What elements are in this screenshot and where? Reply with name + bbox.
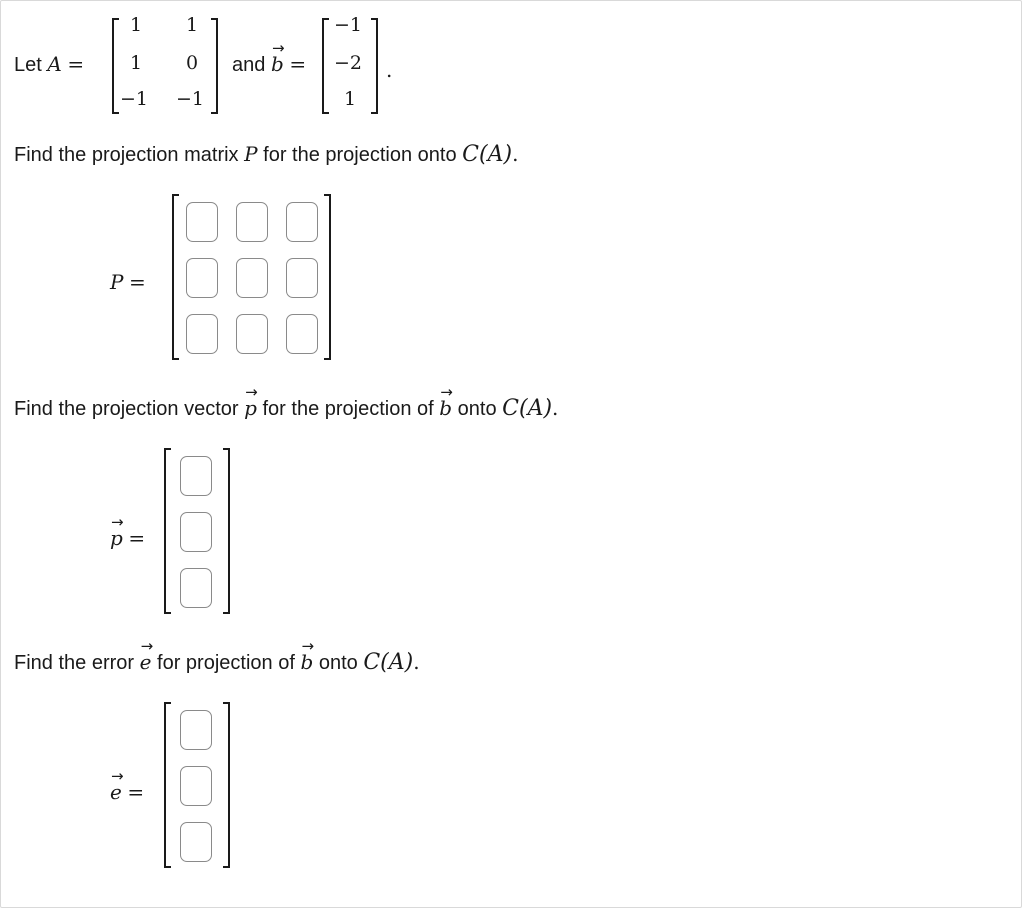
q2-vector-b: b → (439, 396, 452, 420)
p-matrix-input-r2c3[interactable] (286, 258, 318, 298)
q3-column-space: C(A) (363, 650, 414, 675)
q3-prompt-text-2: for projection of (157, 652, 295, 674)
q1-answer-label (110, 270, 146, 295)
matrix-a-cell: 1 (129, 52, 143, 74)
p-matrix-input-r1c3[interactable] (286, 202, 318, 242)
q2-prompt-text-2: for the projection of (262, 398, 434, 420)
q3-var: e → (140, 650, 152, 674)
q3-period: . (413, 650, 420, 674)
matrix-a-cell: 0 (185, 52, 199, 74)
q3-label: e → (110, 780, 122, 804)
q1-prompt-text-2: for the projection onto (263, 144, 457, 166)
e-vector-input-3[interactable] (180, 822, 212, 862)
q2-answer-label (110, 526, 145, 551)
equals-sign: = (67, 52, 85, 76)
e-vector-left-bracket (164, 702, 171, 868)
vector-b-right-bracket (371, 18, 378, 114)
and-label: and (232, 54, 266, 76)
matrix-a-right-bracket (211, 18, 218, 114)
p-matrix-input-r3c1[interactable] (186, 314, 218, 354)
q2-period: . (552, 396, 559, 420)
equals-sign: = (289, 52, 307, 76)
given-statement (14, 52, 84, 77)
p-matrix-right-bracket (324, 194, 331, 360)
matrix-a-cell: 1 (129, 14, 143, 36)
vector-b-symbol: b → (271, 52, 284, 76)
period: . (386, 58, 393, 82)
q2-label: p → (110, 526, 123, 550)
matrix-a-cell: −1 (175, 88, 204, 110)
matrix-a-symbol: A (47, 52, 62, 76)
vector-b-cell: −2 (333, 52, 362, 74)
p-vector-input-2[interactable] (180, 512, 212, 552)
q1-var: P (244, 142, 258, 166)
p-vector-input-1[interactable] (180, 456, 212, 496)
e-vector-input-1[interactable] (180, 710, 212, 750)
e-vector-input-2[interactable] (180, 766, 212, 806)
equals-sign: = (128, 526, 146, 550)
q1-prompt-text: Find the projection matrix (14, 144, 239, 166)
vector-b-cell: −1 (333, 14, 362, 36)
vector-b-cell: 1 (343, 88, 357, 110)
q3-prompt-text-3: onto (318, 652, 358, 674)
p-matrix-input-r1c1[interactable] (186, 202, 218, 242)
e-vector-right-bracket (223, 702, 230, 868)
q1-label: P (110, 270, 124, 294)
p-matrix-input-r2c2[interactable] (236, 258, 268, 298)
equals-sign: = (127, 780, 145, 804)
matrix-a-cell: 1 (185, 14, 199, 36)
q2-prompt (14, 396, 558, 421)
p-matrix-input-r1c2[interactable] (236, 202, 268, 242)
p-matrix-input-r2c1[interactable] (186, 258, 218, 298)
matrix-a-cell: −1 (119, 88, 148, 110)
q3-prompt-text: Find the error (14, 652, 135, 674)
p-vector-input-3[interactable] (180, 568, 212, 608)
q2-prompt-text: Find the projection vector (14, 398, 239, 420)
q2-prompt-text-3: onto (457, 398, 497, 420)
p-matrix-input-r3c3[interactable] (286, 314, 318, 354)
q3-answer-label (110, 780, 144, 805)
let-label: Let (14, 54, 42, 76)
and-vector-b (232, 52, 306, 77)
p-matrix-input-r3c2[interactable] (236, 314, 268, 354)
q2-column-space: C(A) (502, 396, 553, 421)
q1-prompt (14, 142, 518, 167)
p-vector-right-bracket (223, 448, 230, 614)
q2-var: p → (244, 396, 257, 420)
p-vector-left-bracket (164, 448, 171, 614)
equals-sign: = (129, 270, 146, 294)
q1-column-space: C(A) (462, 142, 513, 167)
q3-prompt (14, 650, 420, 675)
p-matrix-left-bracket (172, 194, 179, 360)
q3-vector-b: b → (300, 650, 313, 674)
q1-period: . (512, 142, 519, 166)
